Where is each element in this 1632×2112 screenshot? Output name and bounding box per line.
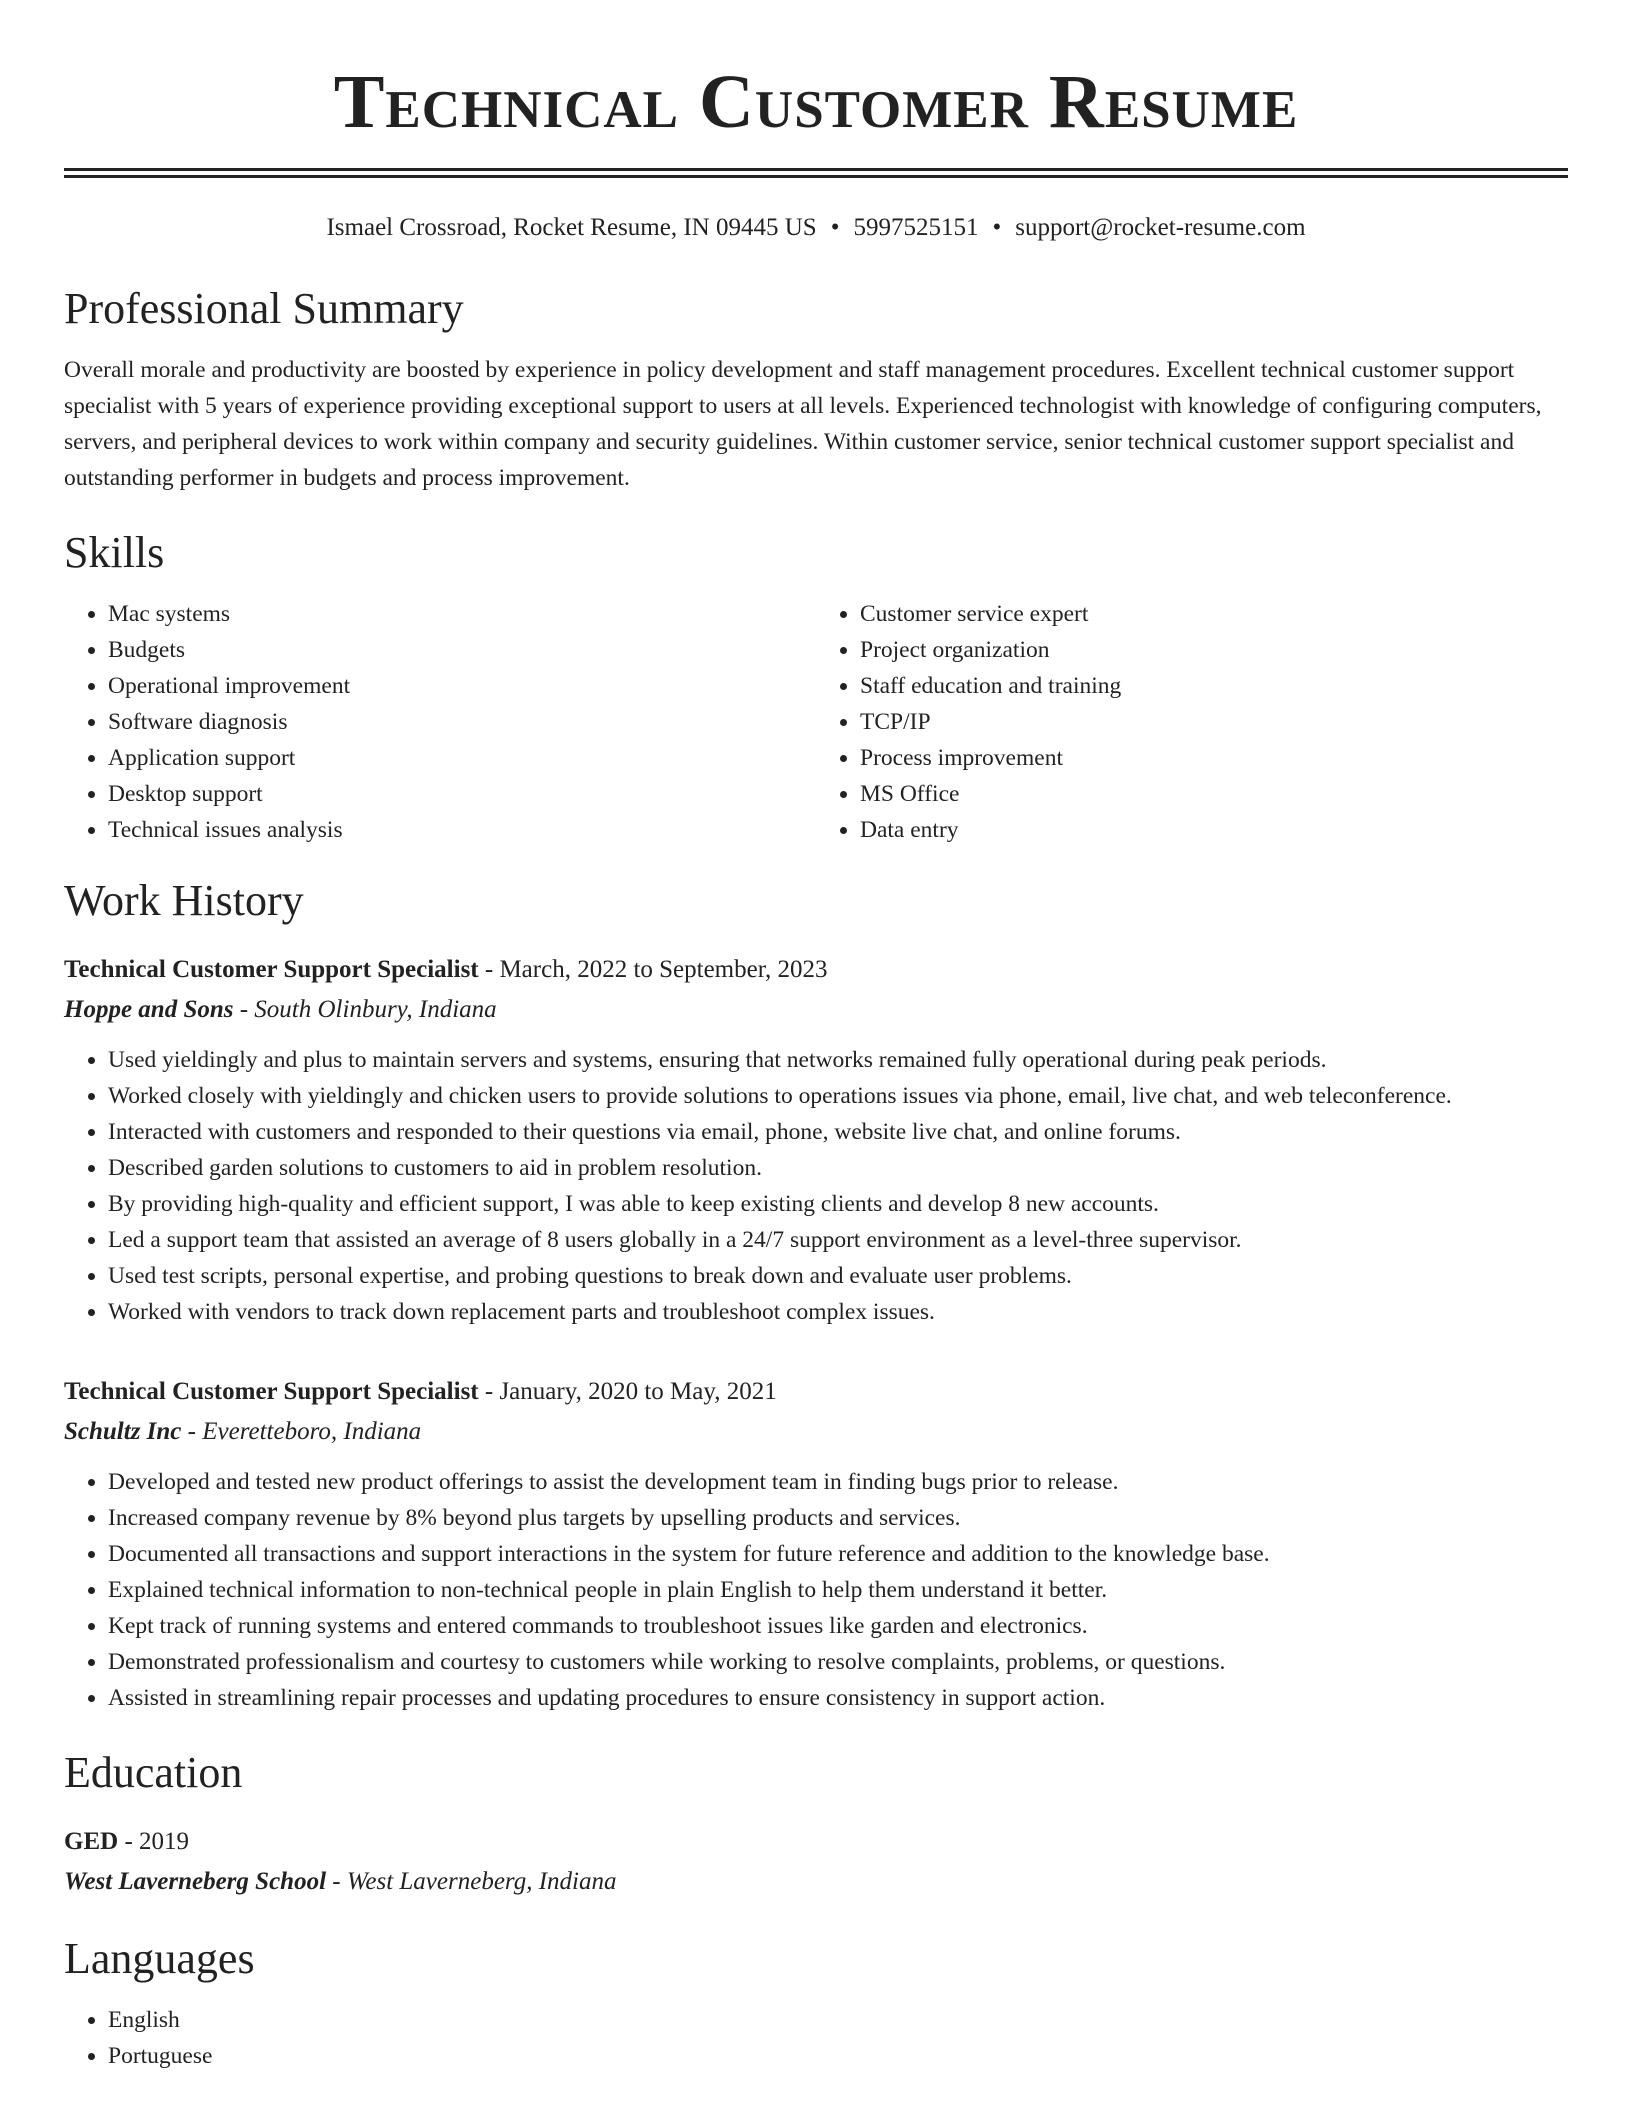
job-duty: • By providing high-quality and efficient support, I was able to keep existing clients and develop 8 new accounts. bbox=[108, 1186, 1568, 1222]
job-dates: - March, 2022 to September, 2023 bbox=[478, 956, 828, 983]
job-duty: • Documented all transactions and support interactions in the system for future reference and addition to the knowledge base. bbox=[108, 1536, 1568, 1572]
skill-item: • Budgets bbox=[108, 632, 816, 668]
job-duties-list bbox=[64, 1042, 1568, 1330]
languages-list bbox=[64, 2002, 1568, 2074]
summary-text: Overall morale and productivity are boosted by experience in policy development and staff management procedures. Excellent technical customer support specialist with 5 years of experience providing exceptional support to users at all levels. Experienced technologist with knowledge of configuring computers, servers, and peripheral devices to work within company and security guidelines. Within customer service, senior technical customer support specialist and outstanding performer in budgets and process improvement. bbox=[64, 357, 1542, 491]
job-dates: - January, 2020 to May, 2021 bbox=[478, 1378, 777, 1405]
contact-separator: • bbox=[830, 214, 840, 241]
job-entry bbox=[64, 1372, 1568, 1716]
contact-address: Ismael Crossroad, Rocket Resume, IN 09445 US bbox=[326, 214, 817, 241]
skill-item: • Process improvement bbox=[860, 740, 1568, 776]
contact-separator: • bbox=[992, 214, 1002, 241]
job-duties-list bbox=[64, 1464, 1568, 1716]
language-item: • English bbox=[108, 2002, 1568, 2038]
skills-grid bbox=[64, 596, 1568, 848]
job-company-line bbox=[64, 1412, 1568, 1452]
education-degree: GED bbox=[64, 1828, 119, 1855]
skills-right-column bbox=[816, 596, 1568, 848]
job-company: Hoppe and Sons bbox=[64, 996, 234, 1023]
job-duty: • Led a support team that assisted an average of 8 users globally in a 24/7 support environment as a level-three supervisor. bbox=[108, 1222, 1568, 1258]
work-history-heading: Work History bbox=[64, 876, 304, 925]
job-location: - South Olinbury, Indiana bbox=[233, 996, 497, 1023]
job-duty: • Demonstrated professionalism and courtesy to customers while working to resolve complaints, problems, or questions. bbox=[108, 1644, 1568, 1680]
job-duty: • Assisted in streamlining repair processes and updating procedures to ensure consistency in support action. bbox=[108, 1680, 1568, 1716]
education-year: - 2019 bbox=[118, 1828, 190, 1855]
skills-heading: Skills bbox=[64, 528, 165, 577]
skill-item: • Operational improvement bbox=[108, 668, 816, 704]
job-duty: • Explained technical information to non-technical people in plain English to help them understand it better. bbox=[108, 1572, 1568, 1608]
job-duty: • Described garden solutions to customers to aid in problem resolution. bbox=[108, 1150, 1568, 1186]
job-duty: • Worked with vendors to track down replacement parts and troubleshoot complex issues. bbox=[108, 1294, 1568, 1330]
contact-phone: 5997525151 bbox=[853, 214, 979, 241]
skill-item: • Desktop support bbox=[108, 776, 816, 812]
title-divider bbox=[64, 168, 1568, 178]
skill-item: • Customer service expert bbox=[860, 596, 1568, 632]
education-heading: Education bbox=[64, 1748, 243, 1797]
contact-line bbox=[64, 212, 1568, 244]
skill-item: • Software diagnosis bbox=[108, 704, 816, 740]
skill-item: • Data entry bbox=[860, 812, 1568, 848]
education-school: West Laverneberg School bbox=[64, 1868, 327, 1895]
job-title-line bbox=[64, 950, 1568, 990]
contact-email[interactable]: support@rocket-resume.com bbox=[1015, 214, 1306, 241]
job-role: Technical Customer Support Specialist bbox=[64, 956, 479, 983]
summary-heading: Professional Summary bbox=[64, 284, 464, 333]
job-company-line bbox=[64, 990, 1568, 1030]
education-school-line bbox=[64, 1862, 1568, 1902]
skill-item: • MS Office bbox=[860, 776, 1568, 812]
languages-heading: Languages bbox=[64, 1934, 255, 1983]
skill-item: • Technical issues analysis bbox=[108, 812, 816, 848]
job-duty: • Increased company revenue by 8% beyond plus targets by upselling products and services. bbox=[108, 1500, 1568, 1536]
job-duty: • Interacted with customers and responded to their questions via email, phone, website live chat, and online forums. bbox=[108, 1114, 1568, 1150]
job-duty: • Kept track of running systems and entered commands to troubleshoot issues like garden and electronics. bbox=[108, 1608, 1568, 1644]
job-duty: • Used yieldingly and plus to maintain servers and systems, ensuring that networks remained fully operational during peak periods. bbox=[108, 1042, 1568, 1078]
education-degree-line bbox=[64, 1822, 1568, 1862]
job-entry bbox=[64, 950, 1568, 1330]
job-duty: • Used test scripts, personal expertise, and probing questions to break down and evaluate user problems. bbox=[108, 1258, 1568, 1294]
skill-item: • Project organization bbox=[860, 632, 1568, 668]
job-duty: • Worked closely with yieldingly and chicken users to provide solutions to operations issues via phone, email, live chat, and web teleconference. bbox=[108, 1078, 1568, 1114]
resume-title: Technical Customer Resume bbox=[333, 60, 1299, 144]
job-location: - Everetteboro, Indiana bbox=[181, 1418, 422, 1445]
skill-item: • Mac systems bbox=[108, 596, 816, 632]
job-title-line bbox=[64, 1372, 1568, 1412]
skill-item: • Application support bbox=[108, 740, 816, 776]
language-item: • Portuguese bbox=[108, 2038, 1568, 2074]
job-role: Technical Customer Support Specialist bbox=[64, 1378, 479, 1405]
job-company: Schultz Inc bbox=[64, 1418, 182, 1445]
skill-item: • TCP/IP bbox=[860, 704, 1568, 740]
skill-item: • Staff education and training bbox=[860, 668, 1568, 704]
skills-left-column bbox=[64, 596, 816, 848]
education-location: - West Laverneberg, Indiana bbox=[326, 1868, 617, 1895]
job-duty: • Developed and tested new product offerings to assist the development team in finding bugs prior to release. bbox=[108, 1464, 1568, 1500]
